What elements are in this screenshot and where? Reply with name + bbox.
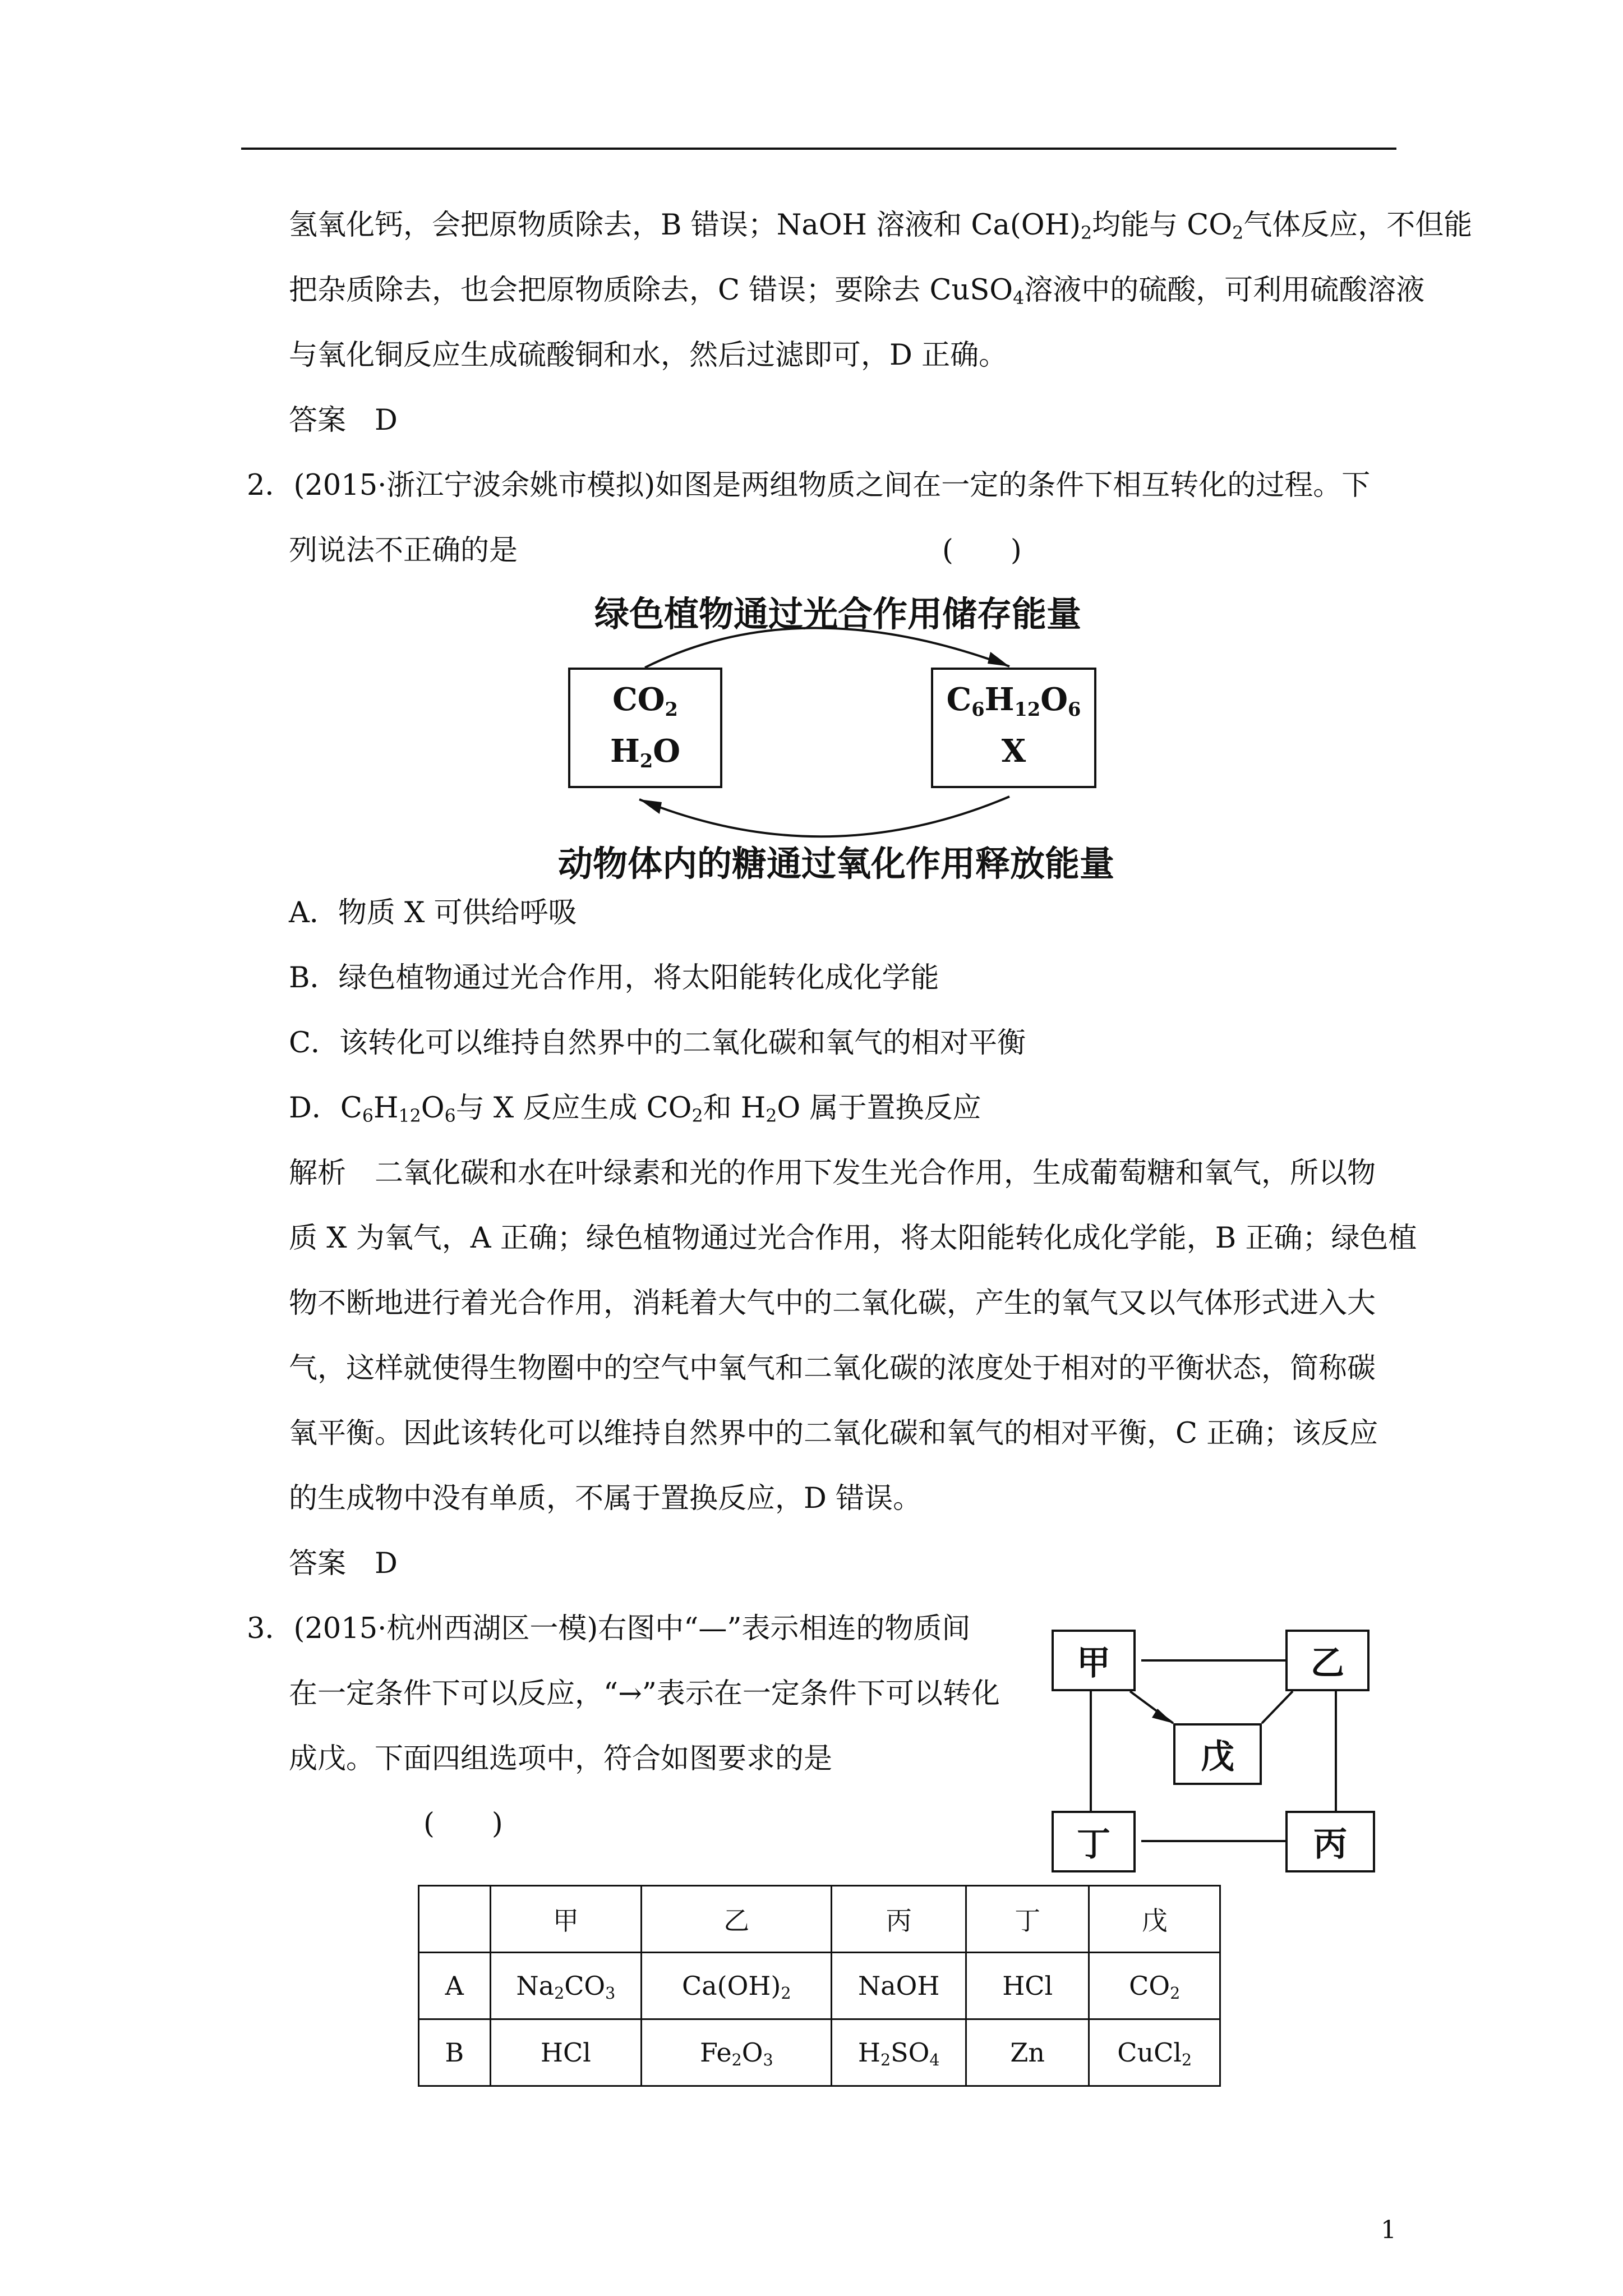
co2-formula: $CO_2$	[612, 681, 678, 721]
table-row	[419, 2019, 1220, 2086]
node-ding: 丁	[1052, 1811, 1136, 1872]
q2-option-b: B．绿色植物通过光合作用，将太阳能转化成化学能	[289, 961, 939, 995]
q3-options-table	[418, 1885, 1221, 2087]
q2-analysis-line-6: 的生成物中没有单质，不属于置换反应，D 错误。	[289, 1482, 922, 1515]
table-header-row	[419, 1886, 1220, 1953]
node-bing: 丙	[1285, 1811, 1375, 1872]
prev-analysis-line-2: 把杂质除去，也会把原物质除去，C 错误；要除去 CuSO$_4$溶液中的硫酸，可利用硫酸溶液	[289, 274, 1425, 309]
header-cell: 乙	[642, 1886, 832, 1953]
table-cell: HCl	[966, 1953, 1089, 2019]
node-jia: 甲	[1052, 1630, 1136, 1691]
node-yi: 乙	[1285, 1630, 1370, 1691]
table-cell: $Na_2CO_3$	[490, 1953, 642, 2019]
table-cell: Zn	[966, 2019, 1089, 2086]
q2-stem-line-2: 列说法不正确的是	[289, 534, 518, 567]
q2-option-c: C．该转化可以维持自然界中的二氧化碳和氧气的相对平衡	[289, 1027, 1026, 1060]
q2-answer-paren: ( )	[942, 534, 1022, 567]
prev-answer: 答案 D	[289, 404, 398, 437]
respiration-label: 动物体内的糖通过氧化作用释放能量	[558, 843, 1115, 884]
header-cell: 甲	[490, 1886, 642, 1953]
q3-stem-line-3: 成戊。下面四组选项中，符合如图要求的是	[289, 1742, 833, 1775]
glucose-formula: $C_6H_{12}O_6$	[946, 681, 1081, 721]
table-cell: HCl	[490, 2019, 642, 2086]
row-label: B	[419, 2019, 491, 2086]
q3-answer-paren: ( )	[423, 1807, 503, 1841]
header-cell: 丙	[832, 1886, 966, 1953]
table-cell: $Fe_2O_3$	[642, 2019, 832, 2086]
table-cell: $Ca(OH)_2$	[642, 1953, 832, 2019]
table-cell: $CO_2$	[1089, 1953, 1220, 2019]
q2-option-a: A．物质 X 可供给呼吸	[289, 896, 577, 930]
table-cell: NaOH	[832, 1953, 966, 2019]
q2-stem-line-1: 2．(2015·浙江宁波余姚市模拟)如图是两组物质之间在一定的条件下相互转化的过程。下	[247, 469, 1371, 502]
node-wu: 戊	[1173, 1723, 1262, 1785]
q2-analysis-line-4: 气，这样就使得生物圈中的空气中氧气和二氧化碳的浓度处于相对的平衡状态，简称碳	[289, 1352, 1376, 1385]
prev-analysis-line-3: 与氧化铜反应生成硫酸铜和水，然后过滤即可，D 正确。	[289, 339, 1008, 372]
q2-analysis-line-1: 解析 二氧化碳和水在叶绿素和光的作用下发生光合作用，生成葡萄糖和氧气，所以物	[289, 1157, 1376, 1190]
header-cell: 丁	[966, 1886, 1089, 1953]
q3-stem-line-2: 在一定条件下可以反应，“→”表示在一定条件下可以转化	[289, 1677, 1000, 1710]
table-row	[419, 1953, 1220, 2019]
q2-analysis-line-3: 物不断地进行着光合作用，消耗着大气中的二氧化碳，产生的氧气又以气体形式进入大	[289, 1287, 1376, 1320]
q3-stem-line-1: 3．(2015·杭州西湖区一模)右图中“—”表示相连的物质间	[247, 1612, 971, 1645]
photosynthesis-label: 绿色植物通过光合作用储存能量	[594, 593, 1082, 634]
header-cell: 戊	[1089, 1886, 1220, 1953]
page-number: 1	[1381, 2216, 1396, 2244]
q2-analysis-line-2: 质 X 为氧气，A 正确；绿色植物通过光合作用，将太阳能转化成化学能，B 正确；绿色植	[289, 1222, 1417, 1255]
q2-analysis-line-5: 氧平衡。因此该转化可以维持自然界中的二氧化碳和氧气的相对平衡，C 正确；该反应	[289, 1417, 1378, 1450]
q2-option-d: D．$C_6H_{12}O_6$与 X 反应生成 $CO_2$和 $H_2O$ 属于置换反应	[289, 1092, 981, 1126]
prev-analysis-line-1: 氢氧化钙，会把原物质除去，B 错误；NaOH 溶液和 $Ca(OH)_2$均能与 $CO_2$气体反应，不但能	[289, 209, 1473, 243]
table-cell: $H_2SO_4$	[832, 2019, 966, 2086]
q2-answer: 答案 D	[289, 1547, 398, 1580]
h2o-formula: $H_2O$	[610, 733, 681, 772]
row-label: A	[419, 1953, 491, 2019]
header-cell	[419, 1886, 491, 1953]
table-cell: CuCl$_2$	[1089, 2019, 1220, 2086]
x-label: X	[1001, 733, 1026, 770]
